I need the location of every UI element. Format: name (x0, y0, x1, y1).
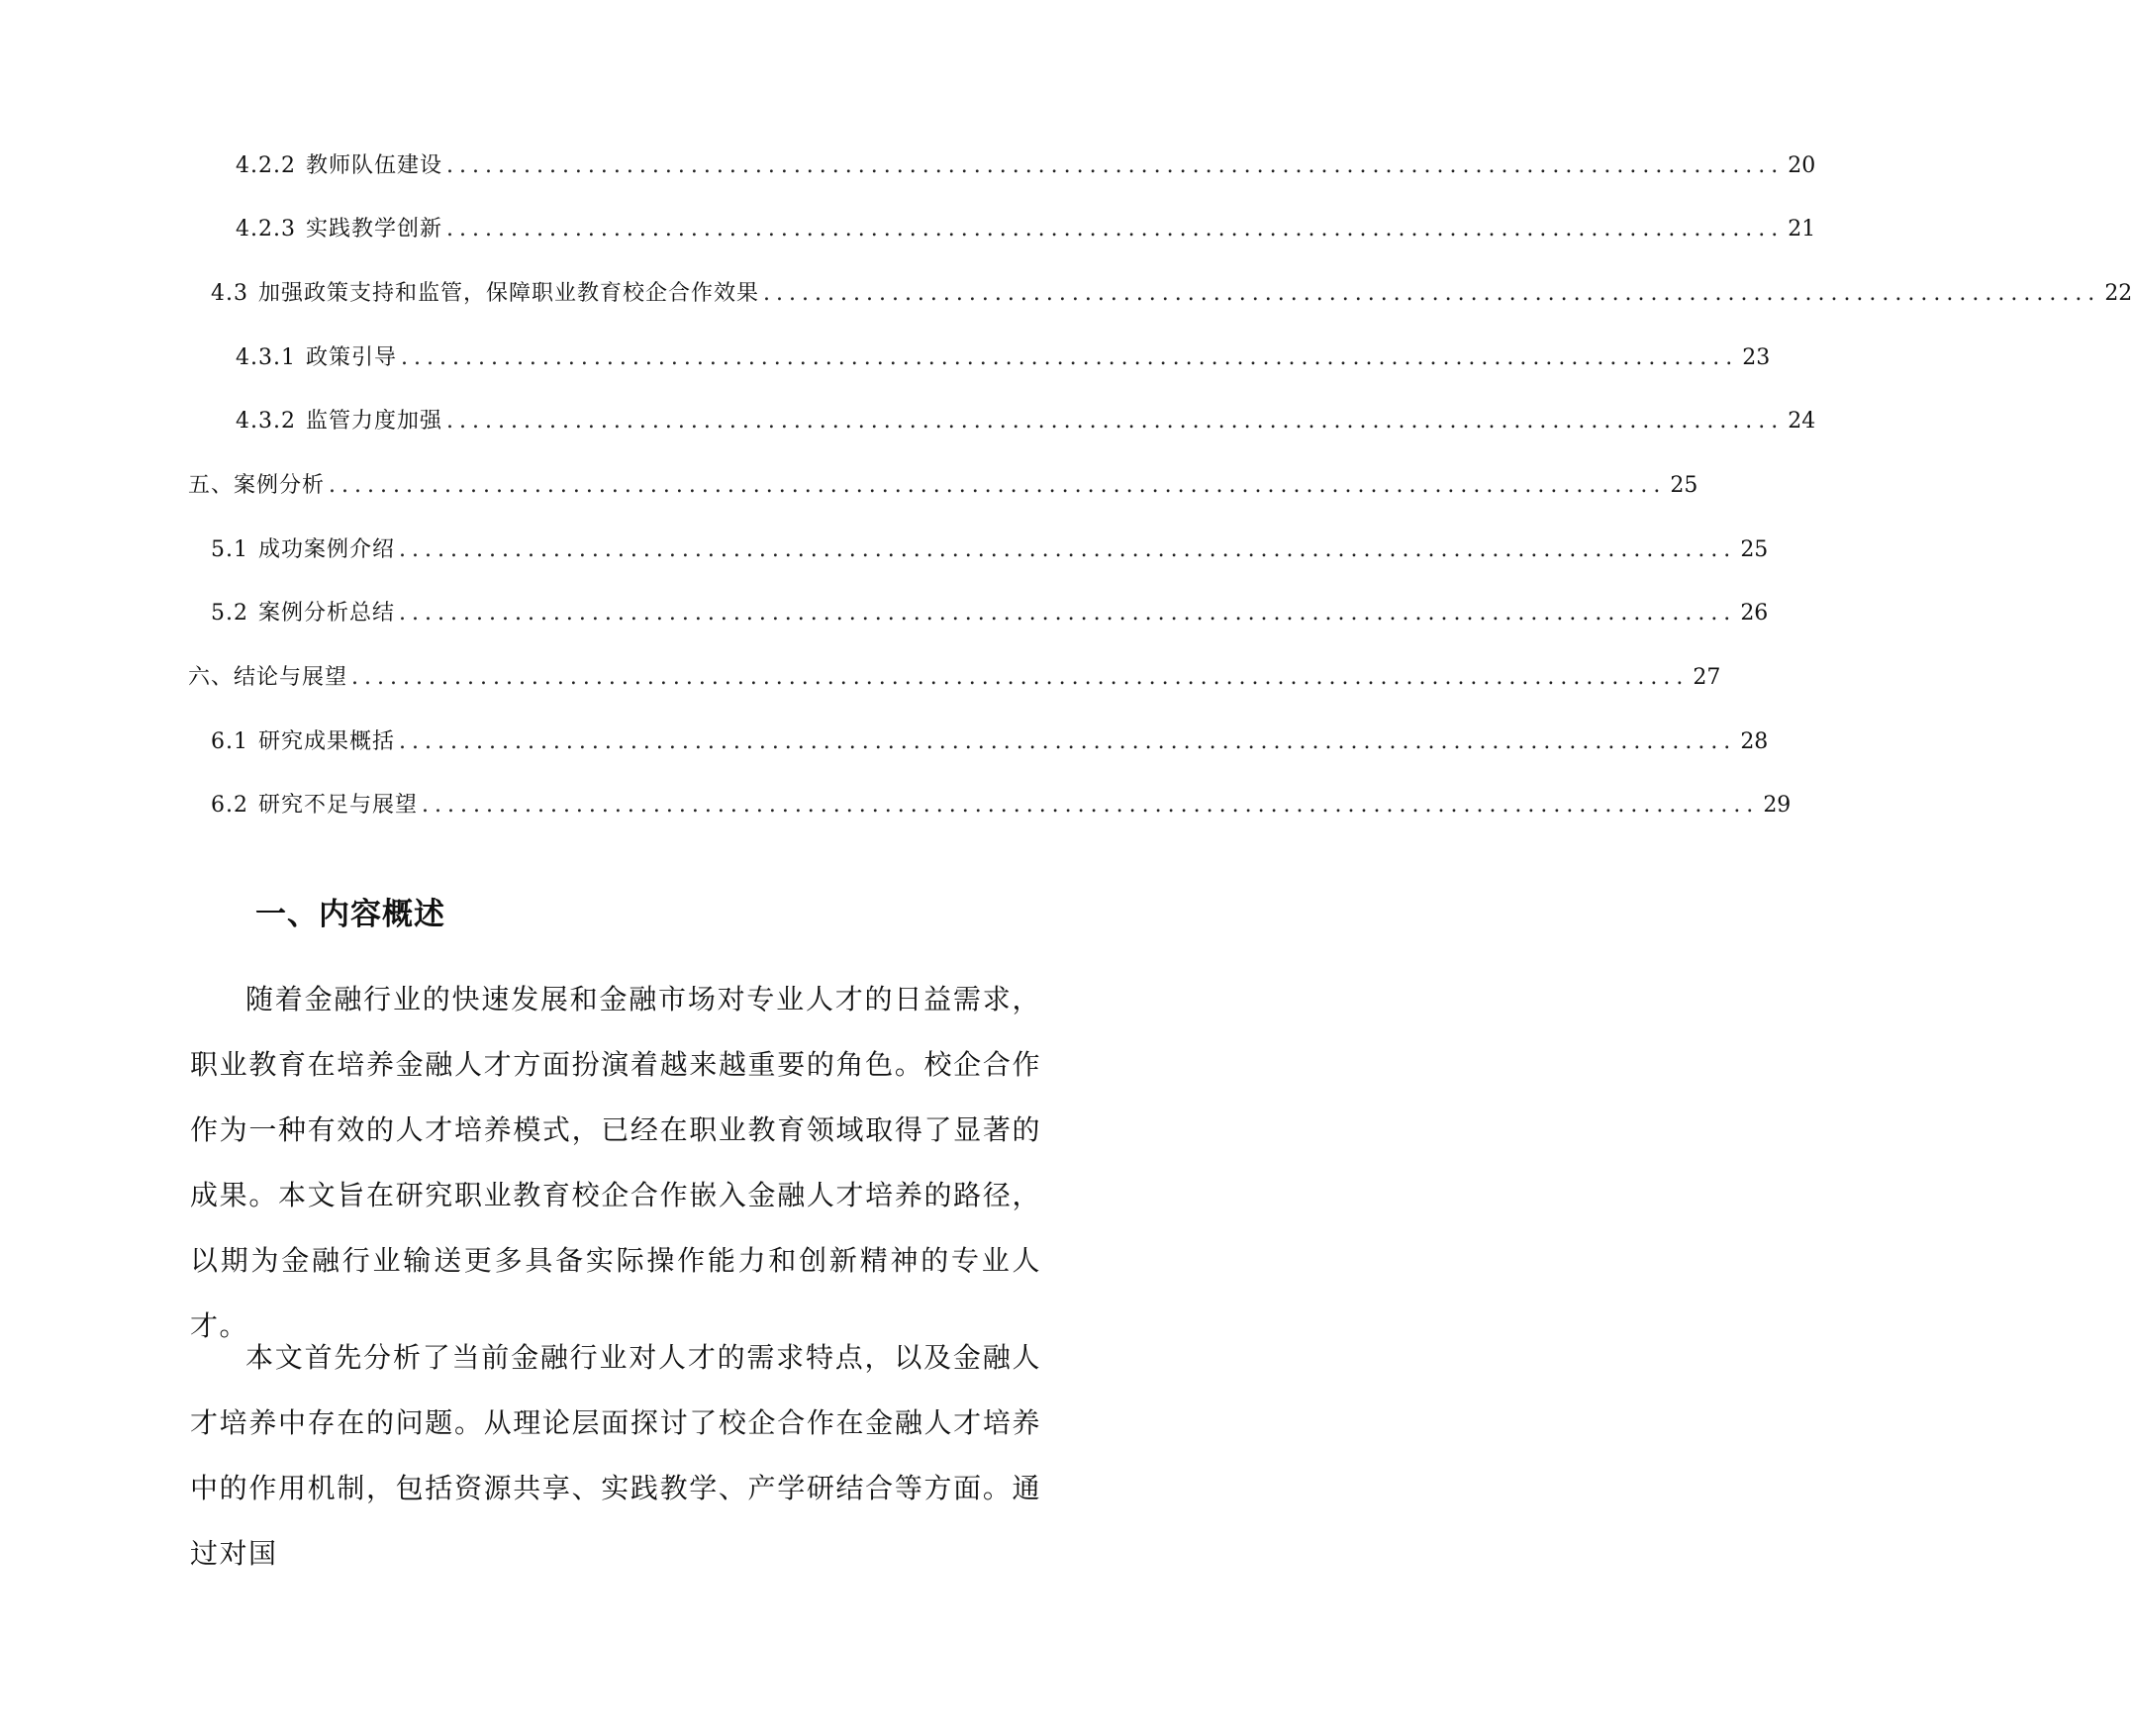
toc-entry-chapter-6[interactable] (188, 658, 1721, 698)
toc-number: 5.2 (211, 601, 248, 626)
toc-page-number: 25 (1740, 537, 1769, 562)
toc-title: 研究不足与展望 (258, 793, 419, 818)
toc-page-number: 20 (1788, 153, 1816, 178)
toc-dot-leader: ........................................................................................................ (351, 665, 1690, 690)
toc-title: 教师队伍建设 (305, 153, 442, 178)
toc-title: 结论与展望 (234, 665, 348, 690)
toc-entry-chapter-5[interactable] (188, 466, 1698, 506)
toc-entry-5-2[interactable] (211, 594, 1769, 633)
toc-dot-leader: ........................................................................................................ (329, 473, 1667, 498)
toc-page-number: 21 (1788, 217, 1816, 241)
toc-entry-4-2-3[interactable] (236, 210, 1816, 249)
toc-number: 4.3.2 (236, 409, 296, 434)
toc-number: 4.2.3 (236, 217, 296, 241)
toc-page-number: 27 (1693, 665, 1721, 690)
toc-dot-leader: ........................................................................................................ (446, 153, 1785, 178)
toc-number: 5.1 (211, 537, 248, 562)
toc-dot-leader: ........................................................................................................ (446, 409, 1785, 434)
toc-title: 研究成果概括 (258, 729, 396, 754)
toc-dot-leader: ........................................................................................................ (446, 217, 1785, 241)
body-paragraph-2: 本文首先分析了当前金融行业对人才的需求特点，以及金融人才培养中存在的问题。从理论层面探讨了校企合作在金融人才培养中的作用机制，包括资源共享、实践教学、产学研结合等方面。通过对国 (190, 1341, 1041, 1570)
toc-dot-leader: ........................................................................................................ (763, 281, 2101, 306)
toc-entry-6-2[interactable] (211, 786, 1792, 825)
toc-number: 五、 (188, 473, 235, 498)
toc-entry-5-1[interactable] (211, 530, 1769, 570)
toc-title: 案例分析 (234, 473, 326, 498)
toc-title: 加强政策支持和监管，保障职业教育校企合作效果 (258, 281, 760, 306)
toc-entry-4-2-2[interactable] (236, 146, 1816, 186)
toc-entry-4-3-1[interactable] (236, 338, 1771, 378)
toc-page-number: 25 (1670, 473, 1698, 498)
toc-dot-leader: ........................................................................................................ (401, 345, 1739, 370)
toc-entry-6-1[interactable] (211, 723, 1769, 762)
toc-dot-leader: ........................................................................................................ (399, 601, 1737, 626)
body-paragraph-1: 随着金融行业的快速发展和金融市场对专业人才的日益需求，职业教育在培养金融人才方面扮演着越来越重要的角色。校企合作作为一种有效的人才培养模式，已经在职业教育领域取得了显著的成果。本文旨在研究职业教育校企合作嵌入金融人才培养的路径，以期为金融行业输送更多具备实际操作能力和创新精神的专业人才。 (190, 983, 1041, 1342)
toc-number: 4.3 (211, 281, 248, 306)
toc-title: 政策引导 (305, 345, 397, 370)
toc-page-number: 23 (1742, 345, 1771, 370)
toc-page-number: 28 (1740, 729, 1769, 754)
toc-number: 6.2 (211, 793, 248, 818)
toc-page-number: 22 (2104, 281, 2132, 306)
toc-number: 六、 (188, 665, 235, 690)
toc-number: 4.3.1 (236, 345, 296, 370)
toc-title: 案例分析总结 (258, 601, 396, 626)
toc-title: 成功案例介绍 (258, 537, 396, 562)
toc-title: 实践教学创新 (305, 217, 442, 241)
toc-dot-leader: ........................................................................................................ (399, 537, 1737, 562)
toc-title: 监管力度加强 (305, 409, 442, 434)
toc-page-number: 29 (1763, 793, 1792, 818)
toc-entry-4-3-2[interactable] (236, 402, 1816, 441)
toc-number: 4.2.2 (236, 153, 296, 178)
toc-entry-4-3[interactable] (211, 274, 2132, 314)
toc-page-number: 26 (1740, 601, 1769, 626)
toc-dot-leader: ........................................................................................................ (422, 793, 1760, 818)
toc-number: 6.1 (211, 729, 248, 754)
section-heading: 一、内容概述 (255, 897, 445, 932)
toc-page-number: 24 (1788, 409, 1816, 434)
toc-dot-leader: ........................................................................................................ (399, 729, 1737, 754)
